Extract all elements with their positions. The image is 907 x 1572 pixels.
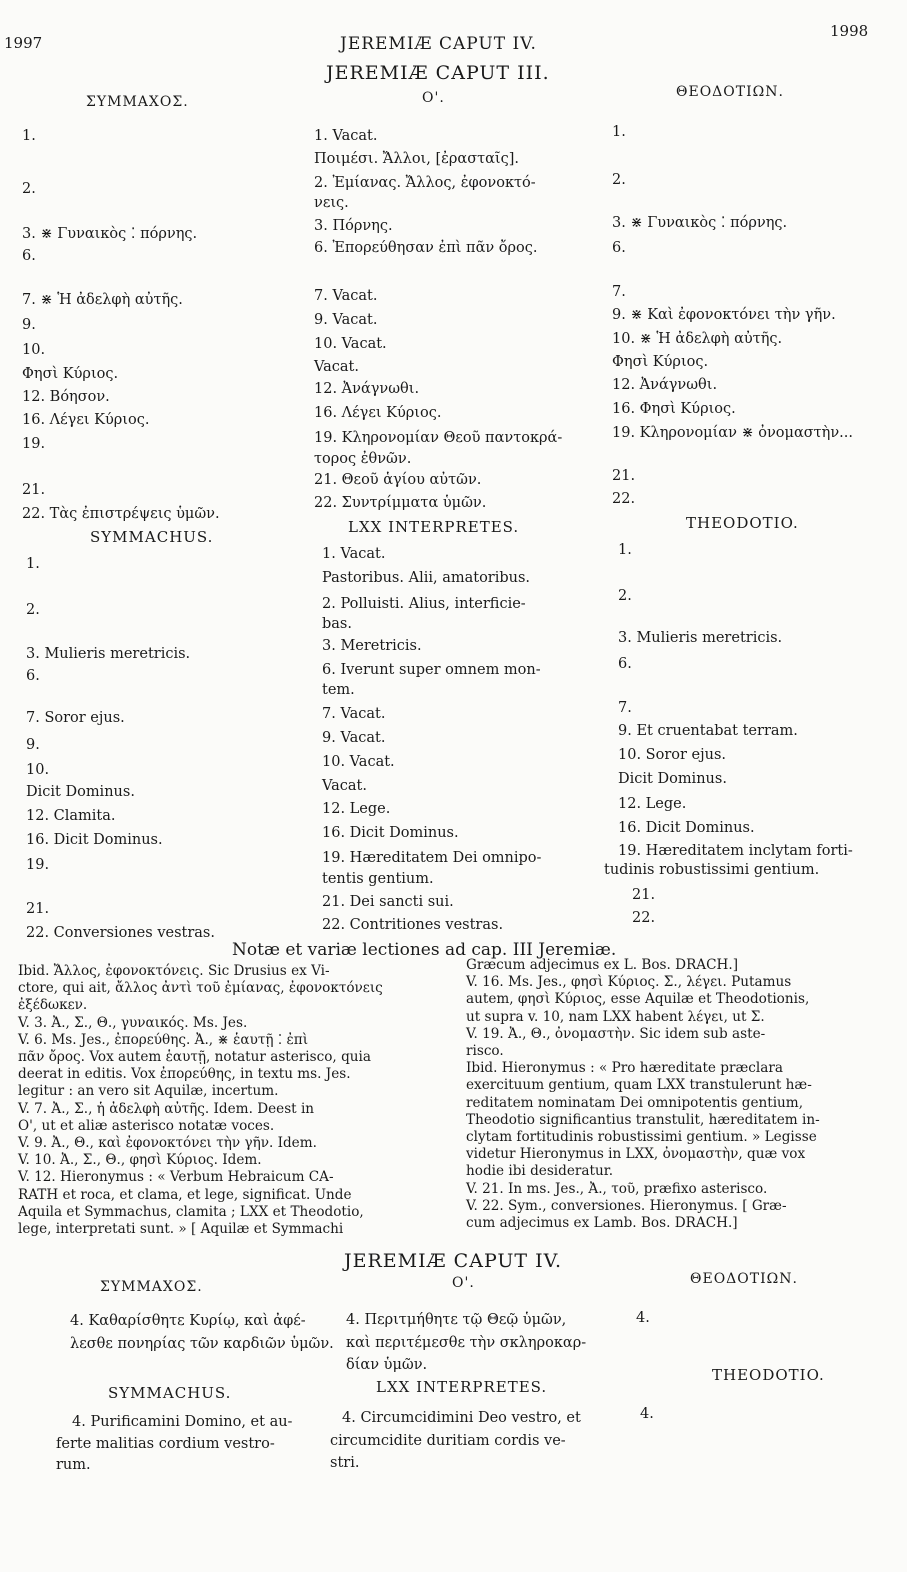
note-line: V. 21. In ms. Jes., Ἀ., τοῦ, præfixo asterisco. <box>466 1180 768 1197</box>
s1-gs-line: 19. <box>22 436 46 452</box>
s1-greek-heading-lxx: Ο'. <box>422 90 445 106</box>
s1-ll-line: 2. Polluisti. Alius, interficie- <box>322 596 526 612</box>
s1-ls-line: 1. <box>26 556 40 572</box>
s2-latin-heading-symmachus: SYMMACHUS. <box>108 1384 232 1402</box>
s1-ll-line: Vacat. <box>322 778 367 794</box>
s1-gt-line: 22. <box>612 491 636 507</box>
s1-latin-heading-theodotion: THEODOTIO. <box>686 514 799 532</box>
s2-lt-line: 4. <box>640 1406 654 1422</box>
s2-latin-heading-lxx: LXX INTERPRETES. <box>376 1378 548 1396</box>
s1-ll-line: bas. <box>322 616 352 632</box>
note-line: V. 6. Ms. Jes., ἐπορεύθης. Ἀ., ⋇ ἑαυτῇ ⁚ ἐπὶ <box>18 1031 309 1048</box>
s1-gl-line: 19. Κληρονομίαν Θεοῦ παντοκρά- <box>314 430 563 446</box>
s1-gt-line: 19. Κληρονομίαν ⋇ ὀνομαστὴν... <box>612 425 853 441</box>
s1-ls-line: 2. <box>26 602 40 618</box>
s1-gs-line: 10. <box>22 342 46 358</box>
note-line: ut supra v. 10, nam LXX habent λέγει, ut Σ. <box>466 1008 765 1025</box>
s2-ls-line: rum. <box>56 1457 91 1473</box>
s1-lt-line: 19. Hæreditatem inclytam forti- <box>618 843 853 859</box>
note-line: lege, interpretati sunt. » [ Aquilæ et Symmachi <box>18 1221 344 1238</box>
note-line: videtur Hieronymus in LXX, ὀνομαστὴν, quæ vox <box>466 1146 806 1163</box>
note-line: V. 7. Ἀ., Σ., ἡ ἀδελφὴ αὐτῆς. Idem. Deest in <box>18 1100 315 1117</box>
s1-ll-line: tem. <box>322 682 355 698</box>
s1-gl-line: 2. Ἐμίανας. Ἄλλος, ἐφονοκτό- <box>314 175 536 191</box>
note-line: autem, φησὶ Κύριος, esse Aquilæ et Theodotionis, <box>466 991 810 1008</box>
s1-gs-line: 1. <box>22 128 36 144</box>
s1-lt-line: Dicit Dominus. <box>618 771 727 787</box>
note-line: cum adjecimus ex Lamb. Bos. DRACH.] <box>466 1215 738 1232</box>
s1-ls-line: 19. <box>26 857 50 873</box>
s1-ll-line: 6. Iverunt super omnem mon- <box>322 662 541 678</box>
s2-ll-line: circumcidite duritiam cordis ve- <box>330 1433 566 1449</box>
s1-gl-line: τορος ἐθνῶν. <box>314 451 412 467</box>
note-line: clytam fortitudinis robustissimi gentium. » Legisse <box>466 1129 817 1146</box>
s1-ls-line: Dicit Dominus. <box>26 784 135 800</box>
note-line: V. 12. Hieronymus : « Verbum Hebraicum CA- <box>18 1169 334 1186</box>
note-line: reditatem nominatam Dei omnipotentis gentium, <box>466 1094 804 1111</box>
s1-ll-line: 7. Vacat. <box>322 706 386 722</box>
note-line: ἐξέδωκεν. <box>18 997 88 1014</box>
s1-lt-line: 6. <box>618 656 632 672</box>
note-line: V. 3. Ἀ., Σ., Θ., γυναικός. Ms. Jes. <box>18 1014 248 1031</box>
note-line: hodie ibi desideratur. <box>466 1163 614 1180</box>
s1-gl-line: 12. Ἀνάγνωθι. <box>314 381 420 397</box>
s1-ls-line: 16. Dicit Dominus. <box>26 832 163 848</box>
s1-gl-line: Ποιμέσι. Ἄλλοι, [ἐρασταῖς]. <box>314 151 519 167</box>
running-head: JEREMIÆ CAPUT IV. <box>340 34 537 54</box>
note-line: deerat in editis. Vox ἐπορεύθης, in textu ms. Jes. <box>18 1066 351 1083</box>
note-line: Ibid. Ἄλλος, ἐφονοκτόνεις. Sic Drusius ex Vi- <box>18 963 330 979</box>
s1-gs-line: 2. <box>22 181 36 197</box>
note-line: V. 16. Ms. Jes., φησὶ Κύριος. Σ., λέγει. Putamus <box>466 974 792 991</box>
s1-gs-line: Φησὶ Κύριος. <box>22 366 119 382</box>
s1-gl-line: 16. Λέγει Κύριος. <box>314 405 442 421</box>
s2-ll-line: stri. <box>330 1455 360 1471</box>
s2-gs-line: λεσθε πονηρίας τῶν καρδιῶν ὑμῶν. <box>70 1336 334 1352</box>
s1-gl-line: 21. Θεοῦ ἁγίου αὐτῶν. <box>314 472 482 488</box>
s1-lt-line: tudinis robustissimi gentium. <box>604 862 820 878</box>
s1-ls-line: 10. <box>26 762 50 778</box>
s1-lt-line: 1. <box>618 542 632 558</box>
s1-gl-line: Vacat. <box>314 359 359 375</box>
s2-ls-line: ferte malitias cordium vestro- <box>56 1436 275 1452</box>
s1-ll-line: 10. Vacat. <box>322 754 395 770</box>
s1-gs-line: 3. ⋇ Γυναικὸς ⁚ πόρνης. <box>22 226 198 242</box>
s1-latin-heading-lxx: LXX INTERPRETES. <box>348 518 520 536</box>
s1-gt-line: 9. ⋇ Καὶ ἐφονοκτόνει τὴν γῆν. <box>612 307 836 323</box>
note-line: RATH et roca, et clama, et lege, significat. Unde <box>18 1186 352 1203</box>
s1-ls-line: 7. Soror ejus. <box>26 710 125 726</box>
s1-gt-line: 7. <box>612 284 626 300</box>
s1-gt-line: 6. <box>612 240 626 256</box>
notes-title: Notæ et variæ lectiones ad cap. III Jeremiæ. <box>232 940 617 960</box>
left-page-number: 1997 <box>4 34 43 52</box>
s1-ls-line: 21. <box>26 901 50 917</box>
s1-greek-heading-theodotion: ΘΕΟΔΟΤΙΩΝ. <box>676 84 784 100</box>
note-line: V. 22. Sym., conversiones. Hieronymus. [ Græ- <box>466 1197 787 1214</box>
note-line: O', ut et aliæ asterisco notatæ voces. <box>18 1117 275 1134</box>
s1-ll-line: 16. Dicit Dominus. <box>322 825 459 841</box>
s1-lt-line: 22. <box>632 910 656 926</box>
note-line: Aquila et Symmachus, clamita ; LXX et Theodotio, <box>18 1203 364 1220</box>
note-line: Ibid. Hieronymus : « Pro hæreditate præclara <box>466 1060 783 1077</box>
s2-gt-line: 4. <box>636 1310 650 1326</box>
s1-gs-line: 12. Βόησον. <box>22 389 110 405</box>
s1-gl-line: 9. Vacat. <box>314 312 378 328</box>
s1-gt-line: 2. <box>612 172 626 188</box>
note-line: ctore, qui ait, ἄλλος ἀντὶ τοῦ ἐμίανας, ἐφονοκτόνεις <box>18 980 383 997</box>
s1-gs-line: 9. <box>22 317 36 333</box>
s1-ll-line: Pastoribus. Alii, amatoribus. <box>322 570 531 586</box>
s1-gt-line: 3. ⋇ Γυναικὸς ⁚ πόρνης. <box>612 215 788 231</box>
s1-lt-line: 2. <box>618 588 632 604</box>
s2-greek-heading-lxx: Ο'. <box>452 1275 475 1291</box>
s1-lt-line: 12. Lege. <box>618 796 687 812</box>
s1-gt-line: 1. <box>612 124 626 140</box>
s1-ls-line: 22. Conversiones vestras. <box>26 925 215 941</box>
s1-ll-line: 19. Hæreditatem Dei omnipo- <box>322 850 542 866</box>
s1-gs-line: 6. <box>22 248 36 264</box>
section2-title: JEREMIÆ CAPUT IV. <box>344 1250 563 1272</box>
s1-gt-line: 16. Φησὶ Κύριος. <box>612 401 736 417</box>
s2-gl-line: καὶ περιτέμεσθε τὴν σκληροκαρ- <box>346 1335 587 1351</box>
s1-latin-heading-symmachus: SYMMACHUS. <box>90 528 214 546</box>
s1-gl-line: 3. Πόρνης. <box>314 218 393 234</box>
note-line: Theodotio significantius transtulit, hæreditatem in- <box>466 1111 820 1128</box>
s1-gl-line: 7. Vacat. <box>314 288 378 304</box>
s1-ls-line: 3. Mulieris meretricis. <box>26 646 191 662</box>
s1-gl-line: 6. Ἐπορεύθησαν ἐπὶ πᾶν ὄρος. <box>314 240 538 256</box>
s1-gs-line: 7. ⋇ Ἡ ἀδελφὴ αὐτῆς. <box>22 292 183 308</box>
s2-greek-heading-theodotion: ΘΕΟΔΟΤΙΩΝ. <box>690 1271 798 1287</box>
s1-lt-line: 3. Mulieris meretricis. <box>618 630 783 646</box>
note-line: V. 19. Ἀ., Θ., ὀνομαστὴν. Sic idem sub aste- <box>466 1025 766 1042</box>
s1-ls-line: 12. Clamita. <box>26 808 116 824</box>
note-line: V. 10. Ἀ., Σ., Θ., φησὶ Κύριος. Idem. <box>18 1152 262 1169</box>
s1-lt-line: 7. <box>618 700 632 716</box>
s2-ll-line: 4. Circumcidimini Deo vestro, et <box>342 1410 581 1426</box>
note-line: legitur : an vero sit Aquilæ, incertum. <box>18 1083 279 1100</box>
notes-left-column <box>18 963 383 1238</box>
s1-ll-line: 12. Lege. <box>322 801 391 817</box>
s1-gs-line: 16. Λέγει Κύριος. <box>22 412 150 428</box>
s1-gl-line: νεις. <box>314 195 349 211</box>
s1-gl-line: 1. Vacat. <box>314 128 378 144</box>
s1-gl-line: 22. Συντρίμματα ὑμῶν. <box>314 495 487 511</box>
s1-lt-line: 9. Et cruentabat terram. <box>618 723 798 739</box>
s1-lt-line: 10. Soror ejus. <box>618 747 726 763</box>
notes-right-column <box>466 957 820 1232</box>
s1-gt-line: 12. Ἀνάγνωθι. <box>612 377 718 393</box>
s1-ll-line: tentis gentium. <box>322 871 434 887</box>
s2-latin-heading-theodotion: THEODOTIO. <box>712 1366 825 1384</box>
s1-gs-line: 22. Τὰς ἐπιστρέψεις ὑμῶν. <box>22 506 220 522</box>
s1-ll-line: 9. Vacat. <box>322 730 386 746</box>
s2-gl-line: 4. Περιτμήθητε τῷ Θεῷ ὑμῶν, <box>346 1312 567 1328</box>
s1-ll-line: 21. Dei sancti sui. <box>322 894 454 910</box>
s1-ll-line: 1. Vacat. <box>322 546 386 562</box>
note-line: πᾶν ὄρος. Vox autem ἑαυτῇ, notatur asterisco, quia <box>18 1049 371 1066</box>
note-line: risco. <box>466 1043 504 1060</box>
s1-gs-line: 21. <box>22 482 46 498</box>
s1-gl-line: 10. Vacat. <box>314 336 387 352</box>
note-line: exercituum gentium, quam LXX transtulerunt hæ- <box>466 1077 812 1094</box>
s1-ls-line: 6. <box>26 668 40 684</box>
s1-lt-line: 16. Dicit Dominus. <box>618 820 755 836</box>
s1-ls-line: 9. <box>26 737 40 753</box>
s1-gt-line: Φησὶ Κύριος. <box>612 354 709 370</box>
s1-greek-heading-symmachus: ΣΥΜΜΑΧΟΣ. <box>86 94 189 110</box>
s1-ll-line: 3. Meretricis. <box>322 638 422 654</box>
right-page-number: 1998 <box>830 22 869 40</box>
s2-gs-line: 4. Καθαρίσθητε Κυρίῳ, καὶ ἀφέ- <box>70 1313 306 1329</box>
s1-gt-line: 10. ⋇ Ἡ ἀδελφὴ αὐτῆς. <box>612 331 783 347</box>
s1-gt-line: 21. <box>612 468 636 484</box>
note-line: V. 9. Ἀ., Θ., καὶ ἐφονοκτόνει τὴν γῆν. Idem. <box>18 1135 317 1152</box>
s1-lt-line: 21. <box>632 887 656 903</box>
s1-ll-line: 22. Contritiones vestras. <box>322 917 504 933</box>
s2-gl-line: δίαν ὑμῶν. <box>346 1357 428 1373</box>
note-line: Græcum adjecimus ex L. Bos. DRACH.] <box>466 957 739 973</box>
section1-title: JEREMIÆ CAPUT III. <box>326 62 550 84</box>
s2-greek-heading-symmachus: ΣΥΜΜΑΧΟΣ. <box>100 1279 203 1295</box>
s2-ls-line: 4. Purificamini Domino, et au- <box>72 1414 293 1430</box>
